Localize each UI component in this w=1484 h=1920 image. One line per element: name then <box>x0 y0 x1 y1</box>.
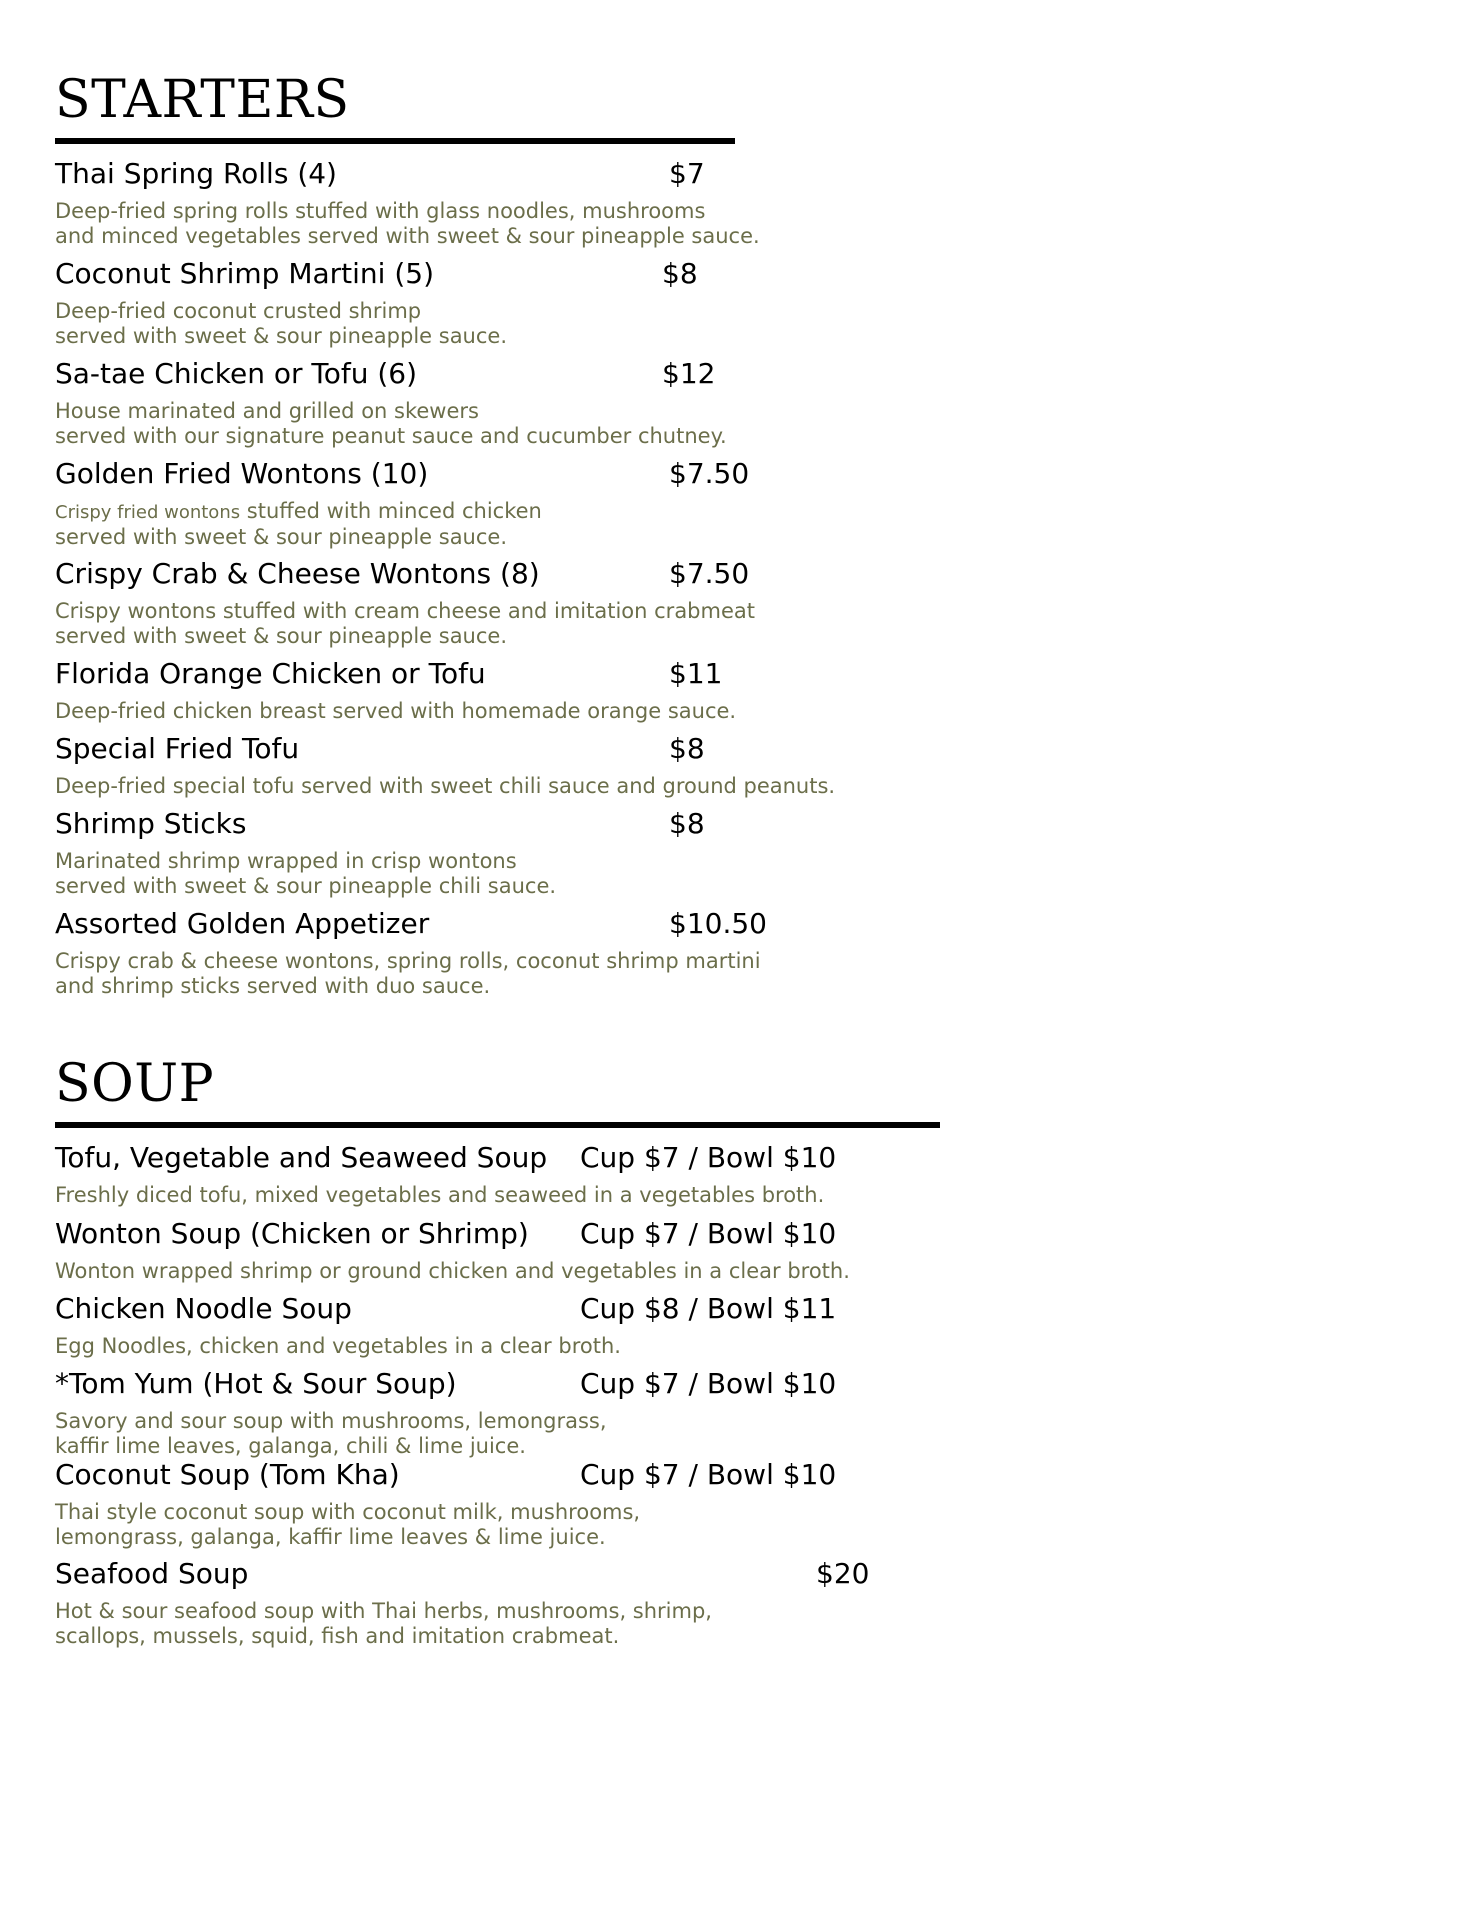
description-line: Freshly diced tofu, mixed vegetables and seaweed in a vegetables broth. <box>55 1183 825 1207</box>
item-description <box>55 1409 607 1459</box>
item-name: Coconut Shrimp Martini (5) <box>55 257 435 290</box>
item-description <box>55 949 761 999</box>
section-title: STARTERS <box>55 70 350 130</box>
item-price: $12 <box>662 357 716 390</box>
starters-section <box>55 70 836 998</box>
description-line: Deep-fried special tofu served with sweet chili sauce and ground peanuts. <box>55 774 836 798</box>
item-price: $7.50 <box>669 457 750 490</box>
description-line: served with sweet & sour pineapple sauce. <box>55 324 508 348</box>
description-rest: stuffed with minced chicken <box>240 499 542 523</box>
item-name: Sa-tae Chicken or Tofu (6) <box>55 357 418 390</box>
item-price: $8 <box>669 732 705 765</box>
item-description <box>55 774 835 799</box>
item-description <box>55 1599 712 1649</box>
description-line: and minced vegetables served with sweet & sour pineapple sauce. <box>55 224 760 248</box>
description-line: Egg Noodles, chicken and vegetables in a clear broth. <box>55 1334 621 1358</box>
description-line: Hot & sour seafood soup with Thai herbs, mushrooms, shrimp, <box>55 1599 712 1623</box>
description-line: Marinated shrimp wrapped in crisp wontons <box>55 849 517 873</box>
description-line: Deep-fried coconut crusted shrimp <box>55 299 422 323</box>
item-price: Cup $7 / Bowl $10 <box>580 1141 837 1174</box>
description-line: Thai style coconut soup with coconut milk, mushrooms, <box>55 1500 641 1524</box>
item-name: Tofu, Vegetable and Seaweed Soup <box>55 1141 548 1174</box>
item-name: Crispy Crab & Cheese Wontons (8) <box>55 557 540 590</box>
description-line: Savory and sour soup with mushrooms, lemongrass, <box>55 1409 607 1433</box>
item-description <box>55 1334 621 1359</box>
item-price: $8 <box>669 807 705 840</box>
item-price: $7 <box>669 157 705 190</box>
item-description <box>55 499 542 550</box>
description-line <box>55 499 542 525</box>
item-price: $10.50 <box>669 907 767 940</box>
item-description <box>55 699 736 724</box>
description-line: served with sweet & sour pineapple sauce. <box>55 624 508 648</box>
item-price: $20 <box>816 1557 870 1590</box>
item-price: Cup $7 / Bowl $10 <box>580 1367 837 1400</box>
item-name: *Tom Yum (Hot & Sour Soup) <box>55 1367 457 1400</box>
item-name: Thai Spring Rolls (4) <box>55 157 337 190</box>
item-description <box>55 1500 640 1550</box>
description-line: scallops, mussels, squid, fish and imitation crabmeat. <box>55 1624 620 1648</box>
description-line: Crispy crab & cheese wontons, spring rolls, coconut shrimp martini <box>55 949 761 973</box>
description-line: served with our signature peanut sauce and cucumber chutney. <box>55 424 727 448</box>
description-line: Deep-fried spring rolls stuffed with glass noodles, mushrooms <box>55 199 706 223</box>
item-price: Cup $8 / Bowl $11 <box>580 1292 837 1325</box>
description-line: Wonton wrapped shrimp or ground chicken and vegetables in a clear broth. <box>55 1259 850 1283</box>
description-line: and shrimp sticks served with duo sauce. <box>55 974 491 998</box>
item-description <box>55 299 507 349</box>
item-name: Assorted Golden Appetizer <box>55 907 430 940</box>
item-description <box>55 1259 850 1284</box>
item-description <box>55 199 760 249</box>
item-description <box>55 599 755 649</box>
item-name: Golden Fried Wontons (10) <box>55 457 429 490</box>
description-line: lemongrass, galanga, kaffir lime leaves & lime juice. <box>55 1525 606 1549</box>
item-price: Cup $7 / Bowl $10 <box>580 1458 837 1491</box>
item-name: Florida Orange Chicken or Tofu <box>55 657 486 690</box>
item-price: Cup $7 / Bowl $10 <box>580 1217 837 1250</box>
item-description <box>55 1183 824 1208</box>
item-name: Special Fried Tofu <box>55 732 300 765</box>
soup-section <box>55 1054 940 1648</box>
item-description <box>55 849 556 899</box>
item-name: Seafood Soup <box>55 1557 249 1590</box>
section-title: SOUP <box>55 1054 215 1114</box>
item-description <box>55 399 727 449</box>
item-name: Chicken Noodle Soup <box>55 1292 352 1325</box>
description-line: served with sweet & sour pineapple sauce. <box>55 525 508 549</box>
description-line: Deep-fried chicken breast served with homemade orange sauce. <box>55 699 737 723</box>
item-price: $8 <box>662 257 698 290</box>
section-divider <box>55 1122 940 1128</box>
item-price: $7.50 <box>669 557 750 590</box>
description-line: served with sweet & sour pineapple chili sauce. <box>55 874 557 898</box>
item-name: Shrimp Sticks <box>55 807 247 840</box>
description-prefix: Crispy fried wontons <box>55 502 241 523</box>
item-name: Coconut Soup (Tom Kha) <box>55 1458 400 1491</box>
description-line: Crispy wontons stuffed with cream cheese and imitation crabmeat <box>55 599 755 623</box>
description-line: kaffir lime leaves, galanga, chili & lime juice. <box>55 1434 526 1458</box>
item-price: $11 <box>669 657 723 690</box>
item-name: Wonton Soup (Chicken or Shrimp) <box>55 1217 529 1250</box>
description-line: House marinated and grilled on skewers <box>55 399 479 423</box>
section-divider <box>55 138 735 144</box>
